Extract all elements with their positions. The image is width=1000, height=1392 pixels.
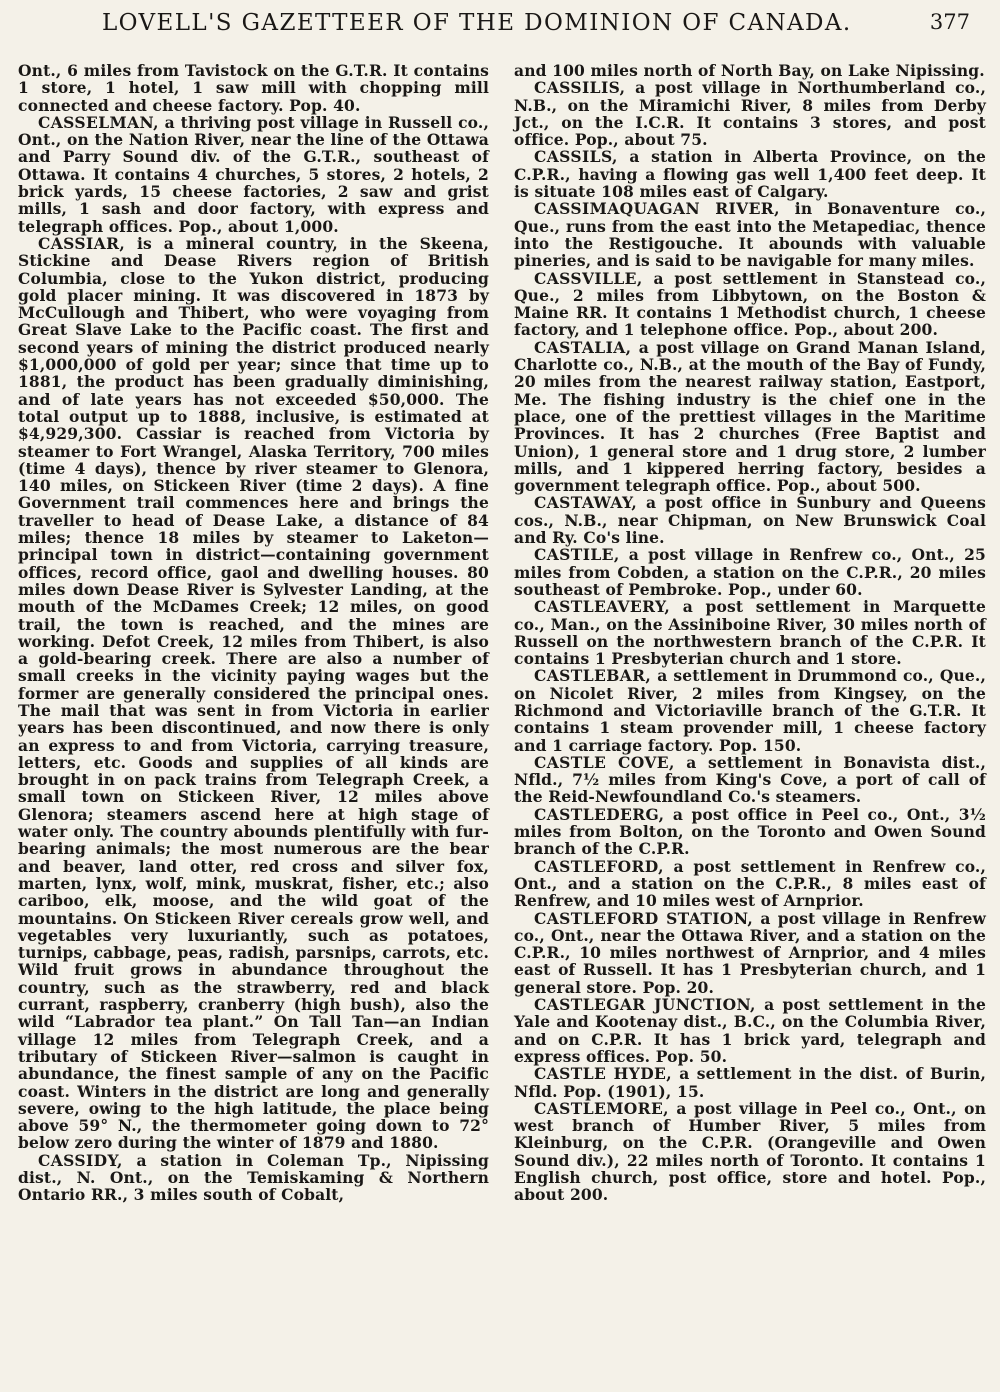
entry-name: CASTLEAVERY, [534,597,671,617]
gazetteer-entry [514,858,986,910]
text-columns [18,62,986,1204]
running-title: LOVELL'S GAZETTEER OF THE DOMINION OF CANADA. [102,10,852,36]
left-column [18,62,489,1204]
entry-text: a post village in Peel co., Ont., on west branch of Humber River, 5 miles from Kleinburg, on the C.P.R. (Orangeville and Owen Sound div.), 22 miles north of Toronto. It contains 1 English church, post office, store and hotel. Pop., about 200. [514,1098,986,1205]
page-header [18,6,986,40]
entry-text: a post settlement in the Yale and Kootenay dist., B.C., on the Columbia River, and on C.P.R. It has 1 brick yard, telegraph and express offices. Pop. 50. [514,995,986,1066]
entry-text: a settlement in the dist. of Burin, Nfld. Pop. (1901), 15. [514,1064,986,1101]
entry-name: CASSELMAN, [38,112,159,132]
gazetteer-entry [514,996,986,1065]
entry-text: a station in Alberta Province, on the C.P.R., having a flowing gas well 1,400 feet deep. It is situate 108 miles east of Calgary. [514,147,986,202]
entry-text: a post office in Peel co., Ont., 3½ miles from Bolton, on the Toronto and Owen Sound branch of the C.P.R. [514,804,986,859]
entry-text: a post settlement in Marquette co., Man., on the Assiniboine River, 30 miles north of Russell on the northwestern branch of the C.P.R. It contains 1 Presbyterian church and 1 store. [514,597,986,669]
right-column [514,62,986,1204]
entry-name: CASTILE, [534,545,620,565]
gazetteer-entry [514,1065,986,1100]
entry-text: a post village in Renfrew co., Ont., 25 miles from Cobden, a station on the C.P.R., 20 miles southeast of Pembroke. Pop., under 60. [514,545,986,599]
gazetteer-entry [514,148,986,200]
entry-name: CASTLEMORE, [534,1098,669,1118]
entry-text: a post village on Grand Manan Island, Charlotte co., N.B., at the mouth of the Bay of Fundy, 20 miles from the nearest railway station, Eastport, Me. The fishing industry is the chief one in the place, one of the prettiest villages in the Maritime Provinces. It has 2 churches (Free Baptist and Union), 1 general store and 1 drug store, 2 lumber mills, and 1 kippered herring factory, besides a government telegraph office. Pop., about 500. [514,337,986,496]
entry-name: CASTAWAY, [534,493,638,513]
gazetteer-entry [514,910,986,996]
entry-text: a post village in Renfrew co., Ont., near the Ottawa River, and a station on the C.P.R., 10 miles northwest of Arnprior, and 4 miles east of Russell. It has 1 Presbyterian church, and 1 general store. Pop. 20. [514,908,986,997]
entry-text: a post office in Sunbury and Queens cos., N.B., near Chipman, on New Brunswick Coal and Ry. Co's line. [514,493,986,548]
gazetteer-entry [514,598,986,667]
gazetteer-entry [514,754,986,806]
entry-name: CASTLEFORD STATION, [534,908,754,928]
entry-name: CASTALIA, [534,337,632,357]
gazetteer-entry [514,79,986,148]
entry-name: CASSIDY, [38,1150,123,1170]
gazetteer-entry [514,339,986,495]
gazetteer-entry [18,62,489,114]
gazetteer-entry [514,494,986,546]
entry-name: CASTLE HYDE, [534,1064,673,1084]
entry-name: CASSVILLE, [534,268,643,288]
entry-name: CASTLEDERG, [534,804,665,824]
gazetteer-entry [514,546,986,598]
gazetteer-entry [18,114,489,235]
entry-name: CASTLEFORD, [534,856,664,876]
entry-text: a station in Coleman Tp., Nipissing dist., N. Ont., on the Temiskaming & Northern Ontario RR., 3 miles south of Cobalt, [18,1150,489,1205]
gazetteer-entry [514,806,986,858]
entry-text: a post settlement in Renfrew co., Ont., and a station on the C.P.R., 8 miles east of Renfrew, and 10 miles west of Arnprior. [514,856,986,911]
gazetteer-entry [514,270,986,339]
entry-text: Ont., 6 miles from Tavistock on the G.T.R. It contains 1 store, 1 hotel, 1 saw mill with chopping mill connected and cheese factory. Pop. 40. [18,61,489,115]
gazetteer-entry [514,667,986,753]
entry-name: CASSILS, [534,147,618,167]
entry-text: a settlement in Bonavista dist., Nfld., 7½ miles from King's Cove, a port of call of the Reid-Newfoundland Co.'s steamers. [514,752,986,807]
entry-text: a post village in Northumberland co., N.B., on the Miramichi River, 8 miles from Derby Jct., on the I.C.R. It contains 3 stores, and post office. Pop., about 75. [514,78,986,150]
entry-text: a post settlement in Stanstead co., Que., 2 miles from Libbytown, on the Boston & Maine RR. It contains 1 Methodist church, 1 cheese factory, and 1 telephone office. Pop., about 200. [514,268,986,340]
page-number: 377 [929,10,970,34]
entry-text: and 100 miles north of North Bay, on Lake Nipissing. [514,61,985,80]
gazetteer-entry [514,200,986,269]
entry-text: a thriving post village in Russell co., Ont., on the Nation River, near the line of the Ottawa and Parry Sound div. of the G.T.R., southeast of Ottawa. It contains 4 churches, 5 stores, 2 hotels, 2 brick yards, 15 cheese factories, 2 saw and grist mills, 1 sash and door factory, with express and telegraph offices. Pop., about 1,000. [18,112,489,236]
entry-text: in Bonaventure co., Que., runs from the east into the Metapediac, thence into the Restigouche. It abounds with valuable pineries, and is said to be navigable for many miles. [514,199,986,271]
entry-text: a settlement in Drummond co., Que., on Nicolet River, 2 miles from Kingsey, on the Richmond and Victoriaville branch of the G.T.R. It contains 1 steam provender mill, 1 cheese factory and 1 carriage factory. Pop. 150. [514,666,986,755]
entry-name: CASTLEGAR JUNCTION, [534,995,756,1015]
gazetteer-entry [18,1152,489,1204]
entry-name: CASSIMAQUAGAN RIVER, [534,199,780,219]
gazetteer-entry [514,62,986,79]
entry-name: CASTLE COVE, [534,752,675,772]
gazetteer-entry [514,1100,986,1204]
entry-name: CASSIAR, [38,233,126,253]
entry-name: CASTLEBAR, [534,666,652,686]
entry-name: CASSILIS, [534,78,626,98]
gazetteer-entry [18,235,489,1152]
entry-text: is a mineral country, in the Skeena, Stickine and Dease Rivers region of British Columbia, close to the Yukon district, producing gold placer mining. It was discovered in 1873 by McCullough and Thibert, who were voyaging from Great Slave Lake to the Pacific coast. The first and second years of mining the district produced nearly $1,000,000 of gold per year; since that time up to 1881, the product has been gradually diminishing, and of late years has not exceeded $50,000. The total output up to 1888, inclusive, is estimated at $4,929,300. Cassiar is reached from Victoria by steamer to Fort Wrangel, Alaska Territory, 700 miles (time 4 days), thence by river steamer to Glenora, 140 miles, on Stickeen River (time 2 days). A fine Government trail commences here and brings the traveller to head of Dease Lake, a distance of 84 miles; thence 18 miles by steamer to Laketon—principal town in district—containing government offices, record office, gaol and dwelling houses. 80 miles down Dease River is Sylvester Landing, at the mouth of the McDames Creek; 12 miles, on good trail, the town is reached, and the mines are working. Defot Creek, 12 miles from Thibert, is also a gold-bearing creek. There are also a number of small creeks in the vicinity paying wages but the former are generally considered the principal ones. The mail that was sent in from Victoria in earlier years has been discontinued, and now there is only an express to and from Victoria, carrying treasure, letters, etc. Goods and supplies of all kinds are brought in on pack trains from Telegraph Creek, a small town on Stickeen River, 12 miles above Glenora; steamers ascend here at high stage of water only. The country abounds plentifully with fur-bearing animals; the most numerous are the bear and beaver, land otter, red cross and silver fox, marten, lynx, wolf, mink, muskrat, fisher, etc.; also cariboo, elk, moose, and the wild goat of the mountains. On Stickeen River cereals grow well, and vegetables very luxuriantly, such as potatoes, turnips, cabbage, peas, radish, parsnips, carrots, etc. Wild fruit grows in abundance throughout the country, such as the strawberry, red and black currant, raspberry, cranberry (high bush), also the wild “Labrador tea plant.” On Tall Tan—an Indian village 12 miles from Telegraph Creek, and a tributary of Stickeen River—salmon is caught in abundance, the finest sample of any on the Pacific coast. Winters in the district are long and generally severe, owing to the high latitude, the place being above 59° N., the thermometer going down to 72° below zero during the winter of 1879 and 1880. [18,233,490,1153]
